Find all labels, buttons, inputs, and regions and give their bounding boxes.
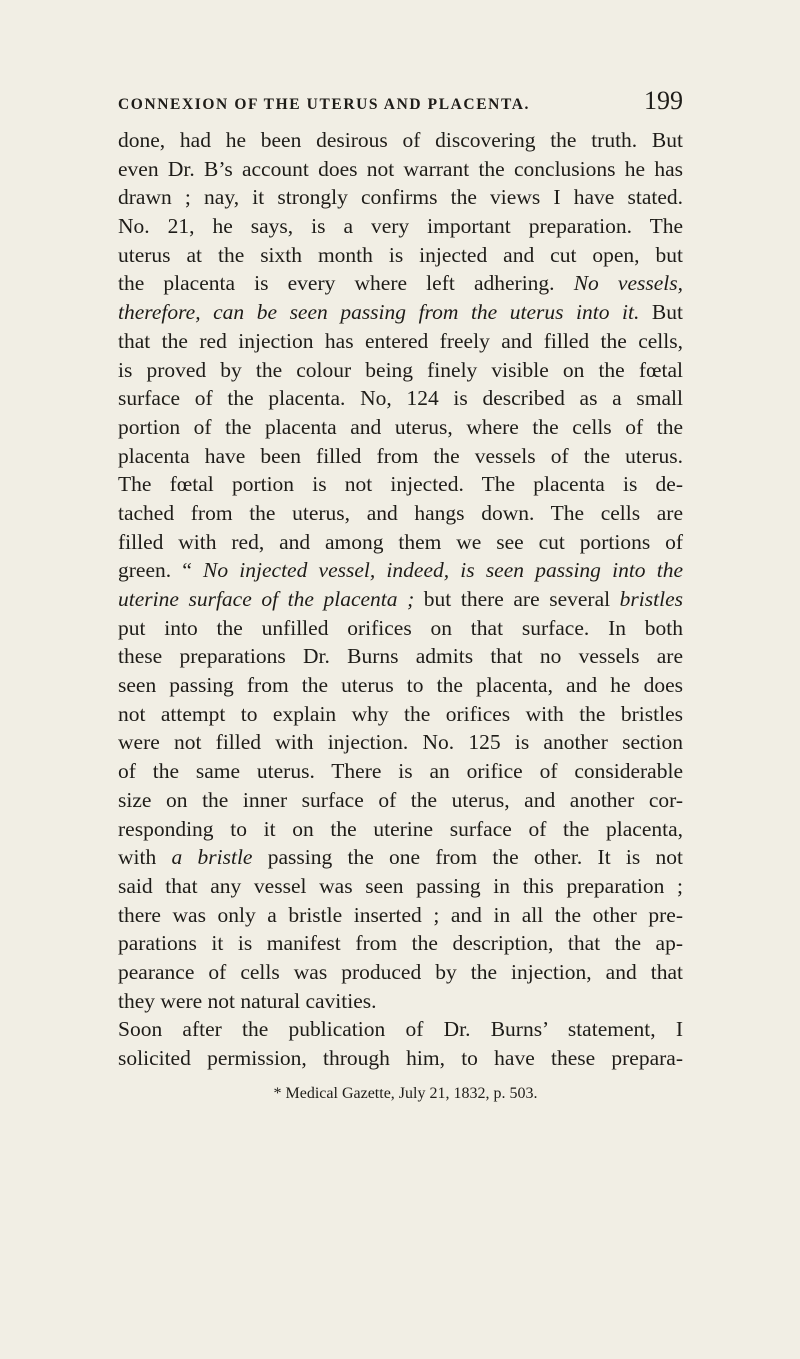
- footnote: * Medical Gazette, July 21, 1832, p. 503.: [273, 1084, 538, 1102]
- running-head: [118, 86, 683, 126]
- text-segment: portion of the placenta and uterus, where the cells of the: [118, 414, 683, 439]
- text-segment: filled with red, and among them we see cut portions of: [118, 529, 683, 554]
- text-segment: green. “: [118, 558, 204, 583]
- text-segment: of the same uterus. There is an orifice of considerable: [118, 759, 683, 784]
- text-line: [118, 1044, 683, 1073]
- text-line: [118, 470, 683, 499]
- text-segment: tached from the uterus, and hangs down. The cells are: [118, 500, 683, 525]
- text-line: [118, 356, 683, 385]
- text-segment: uterus at the sixth month is injected and cut open, but: [118, 242, 683, 267]
- italic-text: bristles: [619, 587, 683, 611]
- italic-text: therefore, can be seen passing from the uterus into it.: [118, 300, 640, 325]
- text-segment: passing the one from the other. It is not: [252, 845, 683, 870]
- text-line: [118, 413, 683, 442]
- text-line: [118, 901, 683, 930]
- text-segment: pearance of cells was produced by the injection, and that: [118, 959, 683, 984]
- text-line: [118, 843, 683, 872]
- text-segment: done, had he been desirous of discovering the truth. But: [118, 128, 683, 152]
- text-segment: placenta have been filled from the vessels of the uterus.: [118, 443, 683, 468]
- text-line: [118, 269, 683, 298]
- text-line: [118, 815, 683, 844]
- text-line: [118, 528, 683, 557]
- text-line: [118, 384, 683, 413]
- page-number: 199: [644, 86, 683, 115]
- text-segment: were not filled with injection. No. 125 is another section: [118, 730, 683, 755]
- text-line: [118, 987, 683, 1016]
- text-line: [118, 757, 683, 786]
- text-segment: drawn ; nay, it strongly confirms the views I have stated.: [118, 185, 683, 210]
- text-line: [118, 183, 683, 212]
- text-segment: but there are several: [414, 587, 620, 611]
- text-segment: put into the unfilled orifices on that surface. In both: [118, 615, 683, 640]
- italic-text: No injected vessel, indeed, is seen passing into the: [203, 558, 683, 583]
- text-segment: is proved by the colour being finely visible on the fœtal: [118, 357, 683, 382]
- text-line: [118, 298, 683, 327]
- text-line: [118, 1015, 683, 1044]
- text-line: [118, 499, 683, 528]
- text-line: [118, 929, 683, 958]
- text-line: [118, 614, 683, 643]
- text-segment: not attempt to explain why the orifices with the bristles: [118, 701, 683, 726]
- text-line: [118, 700, 683, 729]
- text-segment: there was only a bristle inserted ; and in all the other pre-: [118, 902, 683, 927]
- text-line: [118, 155, 683, 184]
- italic-text: uterine surface of the placenta ;: [118, 587, 415, 611]
- text-line: [118, 212, 683, 241]
- italic-text: a bristle: [171, 845, 253, 870]
- text-line: [118, 241, 683, 270]
- text-segment: The fœtal portion is not injected. The placenta is de-: [118, 472, 683, 497]
- text-segment: Soon after the publication of Dr. Burns’ statement, I: [118, 1017, 683, 1042]
- text-segment: even Dr. B’s account does not warrant the conclusions he has: [118, 156, 683, 181]
- text-segment: But: [639, 300, 683, 325]
- text-segment: responding to it on the uterine surface of the placenta,: [118, 816, 683, 841]
- text-segment: that the red injection has entered freely and filled the cells,: [118, 328, 683, 353]
- text-segment: parations it is manifest from the description, that the ap-: [118, 931, 683, 956]
- text-line: [118, 126, 683, 155]
- text-segment: these preparations Dr. Burns admits that no vessels are: [118, 644, 683, 669]
- text-block: [118, 86, 683, 1105]
- text-line: [118, 585, 683, 614]
- text-line: [118, 671, 683, 700]
- text-line: [118, 442, 683, 471]
- text-segment: seen passing from the uterus to the placenta, and he does: [118, 673, 683, 698]
- text-segment: solicited permission, through him, to have these prepara-: [118, 1046, 683, 1070]
- text-segment: with: [118, 845, 172, 870]
- text-segment: No. 21, he says, is a very important preparation. The: [118, 214, 683, 239]
- text-line: [118, 728, 683, 757]
- text-line: [118, 958, 683, 987]
- running-title: CONNEXION OF THE UTERUS AND PLACENTA.: [118, 96, 531, 113]
- text-line: [118, 642, 683, 671]
- text-line: [118, 327, 683, 356]
- text-segment: the placenta is every where left adhering.: [118, 271, 574, 296]
- text-segment: surface of the placenta. No, 124 is described as a small: [118, 386, 683, 411]
- text-line: [118, 556, 683, 585]
- italic-text: No vessels,: [573, 271, 684, 296]
- text-line: [118, 786, 683, 815]
- text-segment: size on the inner surface of the uterus, and another cor-: [118, 787, 683, 812]
- text-line: [118, 872, 683, 901]
- body-text: [118, 126, 683, 1073]
- text-segment: said that any vessel was seen passing in this preparation ;: [118, 873, 683, 898]
- text-segment: they were not natural cavities.: [118, 988, 377, 1013]
